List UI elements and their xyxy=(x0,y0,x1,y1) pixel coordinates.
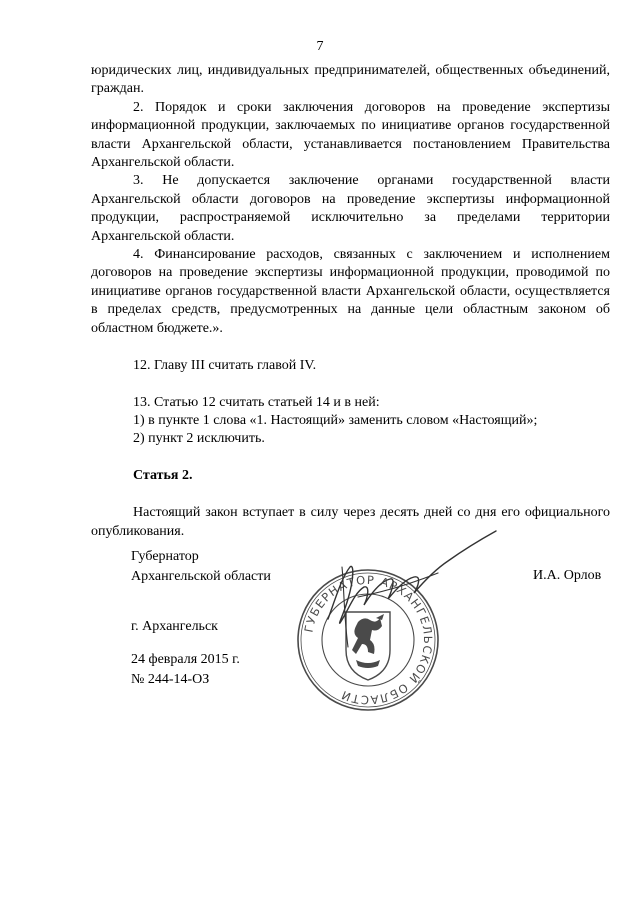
signatory-position xyxy=(131,547,271,587)
position-line-1: Губернатор xyxy=(131,549,199,564)
paragraph-continuation: юридических лиц, индивидуальных предпринимателей, общественных объединений, граждан. xyxy=(91,63,610,97)
law-number: № 244-14-ОЗ xyxy=(131,672,210,687)
paragraph-item-13: 13. Статью 12 считать статьей 14 и в ней: xyxy=(133,394,380,410)
signatory-name: И.А. Орлов xyxy=(533,568,602,583)
paragraph-effective-date: Настоящий закон вступает в силу через десять дней со дня его официального опубликования. xyxy=(91,505,610,539)
signing-date: 24 февраля 2015 г. xyxy=(131,652,240,667)
paragraph-item-3: 3. Не допускается заключение органами государственной власти Архангельской области договоров на проведение экспертизы информационной продукции, распространяемой исключительно за пределами территории Архангельской области. xyxy=(91,173,610,244)
document-body xyxy=(91,62,610,541)
paragraph-item-2: 2. Порядок и сроки заключения договоров на проведение экспертизы информационной продукции, заключаемых по инициативе органов государственной власти Архангельской области, устанавливается постановлением Правительства Архангельской области. xyxy=(91,99,610,171)
paragraph-item-12: 12. Главу III считать главой IV. xyxy=(133,357,317,373)
svg-text:ГУБЕРНАТОР АРХАНГЕЛЬСКОЙ ОБЛАС: ГУБЕРНАТОР АРХАНГЕЛЬСКОЙ ОБЛАСТИ xyxy=(301,572,436,708)
place-of-signing: г. Архангельск xyxy=(131,619,218,634)
handwritten-signature xyxy=(318,527,508,657)
article-title: Статья 2. xyxy=(133,468,193,484)
page-number: 7 xyxy=(316,39,324,54)
position-line-2: Архангельской области xyxy=(131,569,271,584)
date-and-number xyxy=(131,650,240,690)
subitem-2: 2) пункт 2 исключить. xyxy=(133,431,265,447)
paragraph-item-4: 4. Финансирование расходов, связанных с заключением и исполнением договоров на проведение экспертизы информационной продукции, проводимой по инициативе органов государственной власти Архангельской области, осуществляется в пределах средств, предусмотренных на данные цели областным законом об областном бюджете.». xyxy=(91,247,610,336)
subitem-1: 1) в пункте 1 слова «1. Настоящий» заменить словом «Настоящий»; xyxy=(133,412,538,428)
